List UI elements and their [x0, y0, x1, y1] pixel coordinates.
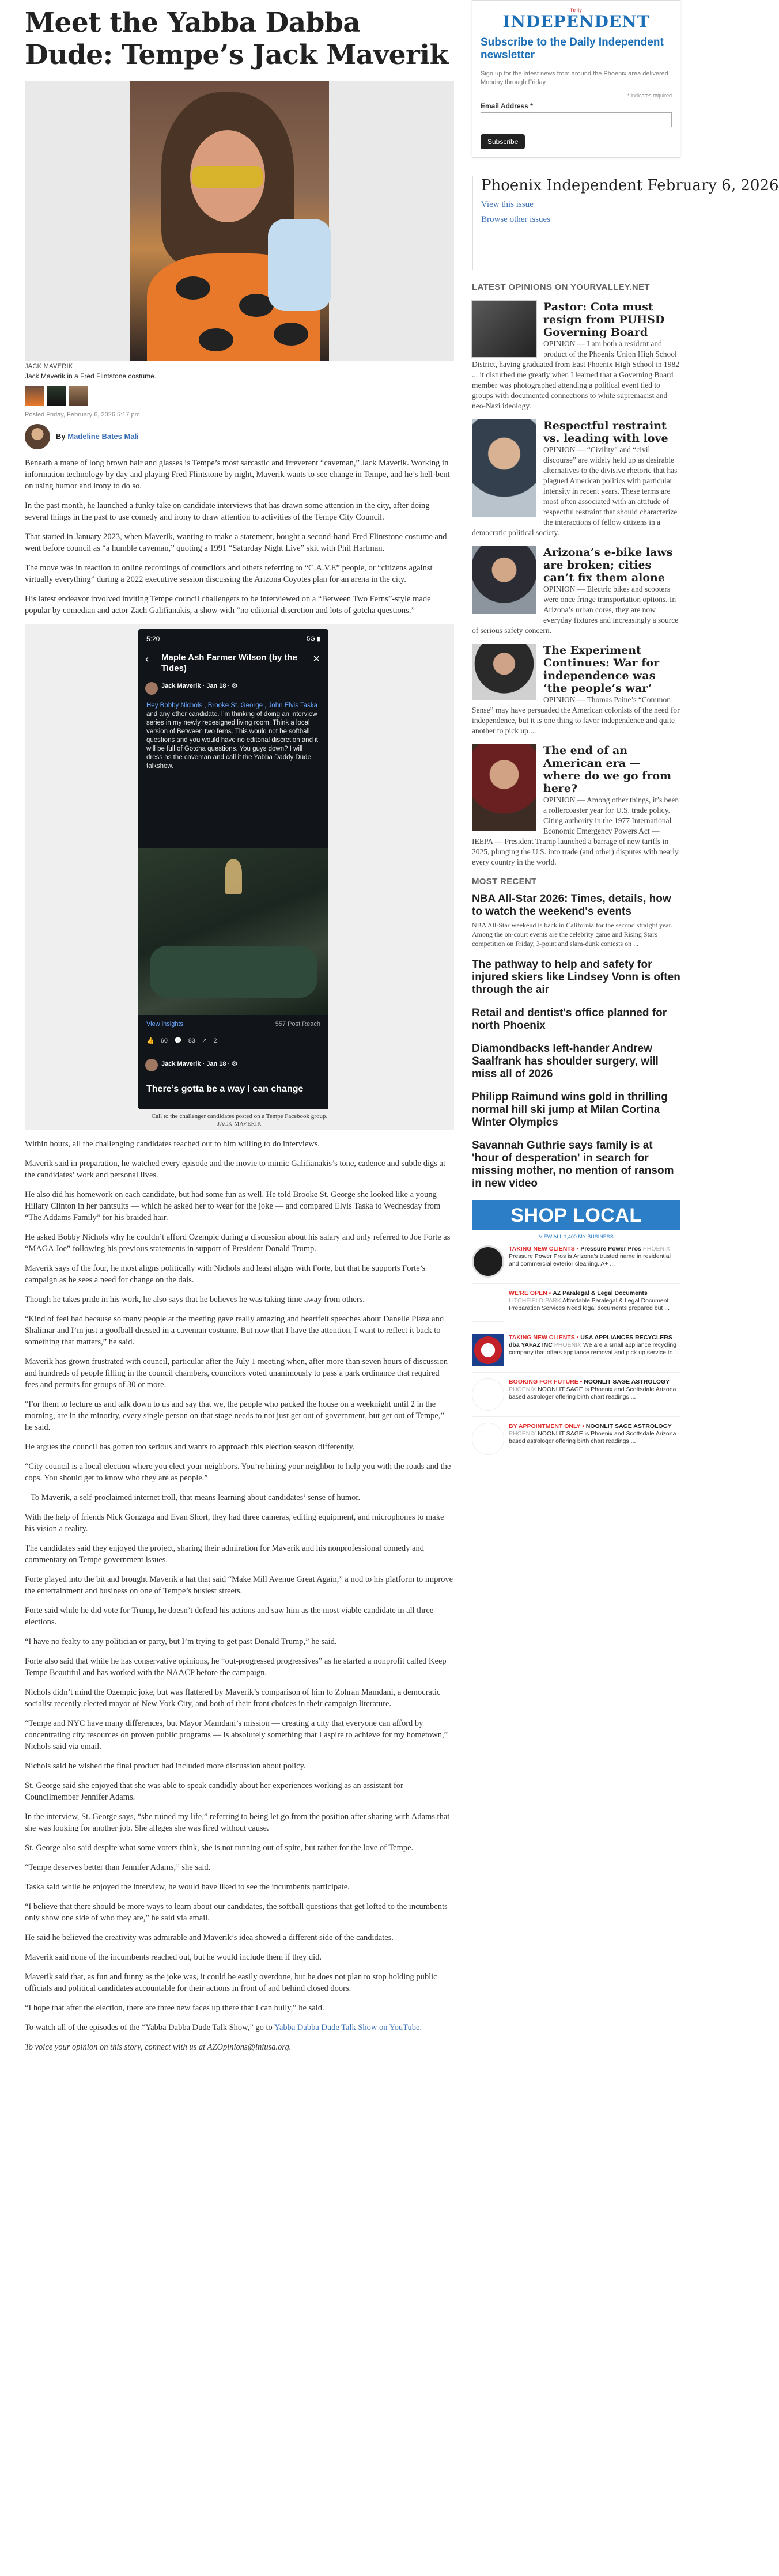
embed-credit: JACK MAVERIK [217, 1121, 262, 1127]
paragraph: Nichols said he wished the final product had included more discussion about policy. [25, 1761, 306, 1771]
tagged-candidates: Hey Bobby Nichols , Brooke St. George , John Elvis Taska [146, 702, 318, 709]
status-icons: 5G ▮ [307, 635, 320, 642]
paragraph: The move was in reaction to online recordings of councilors and others referring to “C.A.V.E” people, or “citizens against virtually everything” during a 2022 executive session discussing the Arizona Coyotes plan for an arena in the city. [25, 563, 433, 584]
closing-paragraph: To watch all of the episodes of the “Yabba Dabba Dude Talk Show,” go to Yabba Dabba Dude Talk Show on YouTube. [25, 2023, 422, 2032]
recent-story-title[interactable]: The pathway to help and safety for injured skiers like Lindsey Vonn is often through the air [472, 959, 680, 996]
post-author: Jack Maverik · Jan 18 · ⚙ [161, 683, 238, 690]
paragraph: Forte also said that while he has conservative opinions, he “out-progressed progressives” as he started a nonprofit called Keep Tempe Beautiful and has worked with the NAACP before the campaign. [25, 1657, 447, 1677]
browse-issues-link[interactable]: Browse other issues [481, 215, 550, 224]
youtube-link[interactable]: Yabba Dabba Dude Talk Show on YouTube. [274, 2023, 422, 2032]
post-body: and any other candidate. I’m thinking of doing an interview series in my newly redesigned living room. Think a local version of Between two ferns. This would not be softball questions and you would have no editorial discretion and it will be full of Gotcha questions. You guys down? I will dress as the caveman and call it the Yabba Daddy Dude talkshow. [146, 711, 318, 770]
next-post-teaser: There’s gotta be a way I can change [146, 1084, 304, 1094]
opinion-item[interactable] [472, 546, 680, 636]
recent-story-title[interactable]: Savannah Guthrie says family is at 'hour of desperation' in search for missing mother, no mention of ransom in new video [472, 1139, 674, 1189]
hero-image[interactable] [25, 81, 454, 361]
recent-story-excerpt: NBA All-Star weekend is back in California for the second straight year. Among the on-court events are the celebrity game and Rising Stars competition on Friday, 3-point and slam-dunk contests on ... [472, 921, 672, 948]
avatar [145, 1059, 158, 1071]
most-recent-heading: MOST RECENT [472, 877, 537, 887]
opinion-item[interactable] [472, 644, 680, 736]
paragraph: Maverik said none of the incumbents reached out, but he would include them if they did. [25, 1953, 322, 1962]
opinion-thumbnail [472, 744, 536, 831]
paragraph: “I believe that there should be more ways to learn about our candidates, the softball questions that get lofted to the incumbents only show one side of who they are,” he said via email. [25, 1902, 448, 1923]
opinions-heading: LATEST OPINIONS ON YOURVALLEY.NET [472, 282, 650, 292]
paragraph: He argues the council has gotten too serious and wants to approach this election season differently. [25, 1442, 355, 1452]
opinion-item[interactable] [472, 744, 680, 867]
issue-title: Phoenix Independent February 6, 2026 [481, 177, 779, 194]
opinion-title[interactable]: The end of an American era — where do we go from here? [543, 744, 672, 795]
paragraph: Taska said while he enjoyed the interview, he would have liked to see the incumbents participate. [25, 1882, 350, 1892]
view-all-businesses-link[interactable]: VIEW ALL 1,400 MY BUSINESS [539, 1234, 614, 1240]
paragraph: Maverik says of the four, he most aligns politically with Nichols and least aligns with Forte, but that he supports Forte’s campaign as he sees a need for change on the dais. [25, 1264, 426, 1285]
newsletter-title: Subscribe to the Daily Independent newsletter [481, 36, 664, 61]
business-logo [472, 1245, 504, 1278]
business-logo [472, 1334, 504, 1366]
paragraph: Maverik said in preparation, he watched every episode and the movie to mimic Galifianakis’s tone, cadence and subtle digs at the candidates’ work and personal lives. [25, 1159, 445, 1180]
paragraph: “Kind of feel bad because so many people at the meeting gave really amazing and heartfelt speeches about Danelle Plaza and Shalimar and I’m just a goofball dressed in a caveman costume. But now that I have the attention, I want to reflect it back to something that matters,” he said. [25, 1314, 444, 1347]
close-icon: ✕ [312, 654, 320, 664]
portrait-photo [130, 81, 329, 361]
paragraph: In the past month, he launched a funky take on candidate interviews that has drawn some attention in the city, after doing several things in the past to use comedy and irony to draw attention to activities of the Tempe City Council. [25, 501, 430, 522]
business-logo [472, 1290, 504, 1322]
paragraph: To Maverik, a self-proclaimed internet troll, that means learning about candidates’ sense of humor. [31, 1493, 361, 1502]
paragraph: The candidates said they enjoyed the project, sharing their admiration for Maverik and his nonprofessional comedy and commentary on Tempe government issues. [25, 1544, 424, 1564]
paragraph: With the help of friends Nick Gonzaga and Evan Short, they had three cameras, editing equipment, and microphones to make his vision a reality. [25, 1513, 444, 1533]
recent-story-title[interactable]: Philipp Raimund wins gold in thrilling normal hill ski jump at Milan Cortina Winter Olympics [472, 1091, 668, 1128]
paragraph: Nichols didn’t mind the Ozempic joke, but was flattered by Maverik’s comparison of him to Zohran Mamdani, a democratic socialist recently elected mayor of New York City, and both of their front choices in their campaign literature. [25, 1688, 441, 1709]
paragraph: “I hope that after the election, there are three new faces up there that I can bully,” he said. [25, 2003, 324, 2013]
phone-screenshot [138, 629, 328, 1109]
voice-opinion-line: To voice your opinion on this story, connect with us at AZOpinions@iniusa.org. [25, 2043, 292, 2052]
article [25, 0, 454, 2053]
opinion-excerpt: OPINION — “Civility” and “civil discourse” are widely held up as desirable alternatives to the divisive rhetoric that has plagued American politics with particular intensity in recent years. These terms are most often associated with an attitude of respectful restraint that should characterize the interactions of fellow citizens in a democratic political society. [472, 445, 678, 537]
author-link[interactable]: Madeline Bates Mali [67, 432, 139, 441]
opinion-item[interactable] [472, 301, 680, 411]
post-text [146, 702, 319, 771]
opinion-excerpt: OPINION — Electric bikes and scooters were once fringe transportation options. In Arizona’s urban cores, they are now everyday fixtures and increasingly a source of serious safety concern. [472, 585, 679, 635]
back-arrow-icon: ‹ [145, 653, 149, 665]
post-author: Jack Maverik · Jan 18 · ⚙ [161, 1060, 238, 1067]
paragraph: St. George also said despite what some voters think, she is not running out of spite, but rather for the love of Tempe. [25, 1843, 414, 1853]
reaction-counts: 👍 60 💬 83 ↗ 2 [146, 1037, 217, 1044]
email-field[interactable] [481, 112, 672, 127]
shop-local-banner[interactable]: SHOP LOCAL [472, 1200, 680, 1230]
living-room-photo [138, 848, 328, 1015]
most-recent-list [472, 893, 680, 1190]
opinion-thumbnail [472, 301, 536, 357]
opinion-excerpt: OPINION — Among other things, it’s been a rollercoaster year for U.S. trade policy. Citing authority in the 1977 International Economic Emergency Powers Act — IEEPA — President Trump launched a barrage of new tariffs in 2025, plunging the U.S. into trade (and other) disputes with nearly every country in the world. [472, 795, 679, 866]
paragraph: Beneath a mane of long brown hair and glasses is Tempe’s most sarcastic and irreverent “caveman,” Jack Maverik. Working in information technology by day and playing Fred Flintstone by night, Maverik wants to see change in Tempe, and he’s hell-bent on using humor and irony to do so. [25, 459, 450, 491]
author-avatar [25, 424, 50, 449]
paragraph: In the interview, St. George says, “she ruined my life,” referring to being let go from the position after sharing with Adams that she was looking for another job. She alleges she was fired without cause. [25, 1812, 450, 1833]
photo-credit: JACK MAVERIK [25, 363, 73, 370]
byline-prefix: By [56, 432, 66, 441]
paragraph: “Tempe and NYC have many differences, but Mayor Mamdani’s mission — creating a city that everyone can afford by concentrating city resources on proven public programs — is absolutely something that I aspire to achieve for my hometown,” Nichols said via email. [25, 1719, 448, 1751]
view-insights: View insights [146, 1021, 183, 1028]
sidebar [472, 0, 779, 1461]
subscribe-button[interactable]: Subscribe [481, 134, 525, 149]
paragraph: He also did his homework on each candidate, but had some fun as well. He told Brooke St. George she looked like a young Hillary Clinton in her pantsuits — which he asked her to wear for the joke — and compared Elvis Taska to Wednesday from “The Addams Family” for his braided hair. [25, 1190, 441, 1222]
required-note: * indicates required [627, 93, 672, 99]
recent-story-title[interactable]: Retail and dentist's office planned for north Phoenix [472, 1007, 667, 1032]
paragraph: He said he believed the creativity was admirable and Maverik’s idea showed a different side of the candidates. [25, 1933, 394, 1942]
byline [25, 424, 454, 449]
business-listing[interactable]: TAKING NEW CLIENTS • USA APPLIANCES RECYCLERS dba YAFAZ INC PHOENIX We are a small appliance recycling company that offers appliance removal and pick up service to ... [472, 1334, 680, 1373]
opinion-title[interactable]: The Experiment Continues: War for independence was ‘the people’s war’ [543, 644, 660, 695]
paragraph: “City council is a local election where you elect your neighbors. You’re hiring your neighbor to help you with the roads and the cops. You should get to know who they are as people.” [25, 1462, 451, 1483]
opinion-thumbnail [472, 419, 536, 517]
paragraph: Though he takes pride in his work, he also says that he believes he was taking time away from others. [25, 1295, 365, 1304]
opinion-title[interactable]: Pastor: Cota must resign from PUHSD Governing Board [543, 301, 665, 339]
paragraph: Forte said while he did vote for Trump, he doesn’t defend his actions and saw him as the most viable candidate in all three elections. [25, 1606, 434, 1627]
posted-date: Posted Friday, February 6, 2026 5:17 pm [25, 411, 140, 418]
recent-story-title[interactable]: NBA All-Star 2026: Times, details, how to watch the weekend's events [472, 893, 671, 918]
recent-story-title[interactable]: Diamondbacks left-hander Andrew Saalfrank has shoulder surgery, will miss all of 2026 [472, 1043, 659, 1080]
opinion-thumbnail [472, 644, 536, 700]
paragraph: “Tempe deserves better than Jennifer Adams,” she said. [25, 1863, 211, 1872]
business-logo [472, 1423, 504, 1455]
article-headline: Meet the Yabba Dabba Dude: Tempe’s Jack Maverik [25, 7, 448, 71]
status-time: 5:20 [146, 635, 160, 643]
article-body [25, 457, 454, 2053]
paragraph: Maverik said that, as fun and funny as the joke was, it could be easily overdone, but he does not plan to stop holding public officials and political candidates accountable for their actions in front of and behind closed doors. [25, 1972, 437, 1993]
paragraph: Forte played into the bit and brought Maverik a hat that said “Make Mill Avenue Great Again,” a nod to his platform to improve the entertainment and business on one of Tempe’s busiest streets. [25, 1575, 453, 1596]
paragraph: “I have no fealty to any politician or party, but I’m trying to get past Donald Trump,” he said. [25, 1637, 337, 1646]
paragraph: His latest endeavor involved inviting Tempe council challengers to be interviewed on a “Between Two Ferns”-style made popular by comedian and actor Zach Galifianakis, a show with “no editorial discretion and lots of gotcha questions.” [25, 594, 431, 615]
opinion-title[interactable]: Respectful restraint vs. leading with love [543, 419, 668, 445]
facebook-post-image[interactable] [25, 624, 454, 1130]
newsletter-description: Sign up for the latest news from around the Phoenix area delivered Monday through Friday [481, 70, 668, 86]
gallery-thumb[interactable] [69, 386, 88, 406]
business-listing[interactable]: TAKING NEW CLIENTS • Pressure Power Pros PHOENIX Pressure Power Pros is Arizona's trusted name in residential and commercial exterior cleaning. A+ ... [472, 1245, 680, 1284]
newsletter-signup [472, 0, 680, 158]
opinion-title[interactable]: Arizona’s e-bike laws are broken; cities can’t fix them alone [543, 546, 673, 584]
opinion-thumbnail [472, 546, 536, 614]
opinion-excerpt: OPINION — I am both a resident and product of the Phoenix Union High School District, having graduated from East Phoenix High School in 1982 ... it disturbed me greatly when I learned that a Governing Board member was photographed attending a political event tied to groups with documented connections to white supremacist and neo-Nazi ideology. [472, 339, 679, 410]
paragraph: St. George said she enjoyed that she was able to speak candidly about her experiences working as an assistant for Councilmember Jennifer Adams. [25, 1781, 403, 1802]
gallery-thumb[interactable] [25, 386, 44, 406]
view-issue-link[interactable]: View this issue [481, 200, 534, 209]
logo-daily: Daily [570, 7, 582, 13]
business-listing[interactable]: WE'RE OPEN • AZ Paralegal & Legal Documents LITCHFIELD PARK Affordable Paralegal & Legal Document Preparation Services Need legal documents prepared but ... [472, 1290, 680, 1328]
business-listing[interactable]: BY APPOINTMENT ONLY • NOONLIT SAGE ASTROLOGY PHOENIX NOONLIT SAGE is Phoenix and Scottsdale Arizona based astrologer offering birth chart readings ... [472, 1423, 680, 1461]
paragraph: “For them to lecture us and talk down to us and say that we, the people who packed the house on a weeknight until 2 in the morning, are in the minority, every single person on that stage needs to not just get out of government, but get out of Tempe,” he said. [25, 1400, 444, 1432]
post-reach: 557 Post Reach [275, 1021, 320, 1028]
opinion-excerpt: OPINION — Thomas Paine’s “Common Sense” may have persuaded the American colonists of the need for independence, but it is one thing to favor independence and quite another to pick up ... [472, 695, 680, 735]
group-title: Maple Ash Farmer Wilson (by the Tides) [161, 653, 298, 673]
paragraph: That started in January 2023, when Maverik, wanting to make a statement, bought a second-hand Fred Flintstone costume and went before council as “a humble caveman,” quoting a 1991 “Saturday Night Live” skit with Phil Hartman. [25, 532, 447, 553]
business-listing[interactable]: BOOKING FOR FUTURE • NOONLIT SAGE ASTROLOGY PHOENIX NOONLIT SAGE is Phoenix and Scottsdale Arizona based astrologer offering birth chart readings ... [472, 1378, 680, 1417]
email-label: Email Address * [481, 102, 533, 110]
paragraph: Within hours, all the challenging candidates reached out to him willing to do interviews. [25, 1139, 320, 1149]
gallery-thumb[interactable] [47, 386, 66, 406]
embed-caption: Call to the challenger candidates posted on a Tempe Facebook group. [151, 1113, 328, 1120]
opinion-item[interactable] [472, 419, 680, 538]
logo-independent: INDEPENDENT [502, 12, 650, 31]
latest-issue [472, 176, 779, 270]
paragraph: Maverik has grown frustrated with council, particular after the July 1 meeting when, after more than seven hours of discussion and hundreds of people filling in the council chambers, councilors voted unanimously to pass a park ordinance that required fees and permits for groups of 30 or more. [25, 1357, 448, 1389]
photo-caption: Jack Maverik in a Fred Flintstone costume. [25, 372, 157, 380]
business-logo [472, 1378, 504, 1411]
gallery-thumbnails [25, 386, 454, 406]
issue-cover[interactable] [472, 176, 473, 270]
paragraph: He asked Bobby Nichols why he couldn’t afford Ozempic during a discussion about his salary and only referred to Joe Forte as “MAGA Joe” following his previous statements in support of President Donald Trump. [25, 1233, 451, 1253]
avatar [145, 682, 158, 695]
